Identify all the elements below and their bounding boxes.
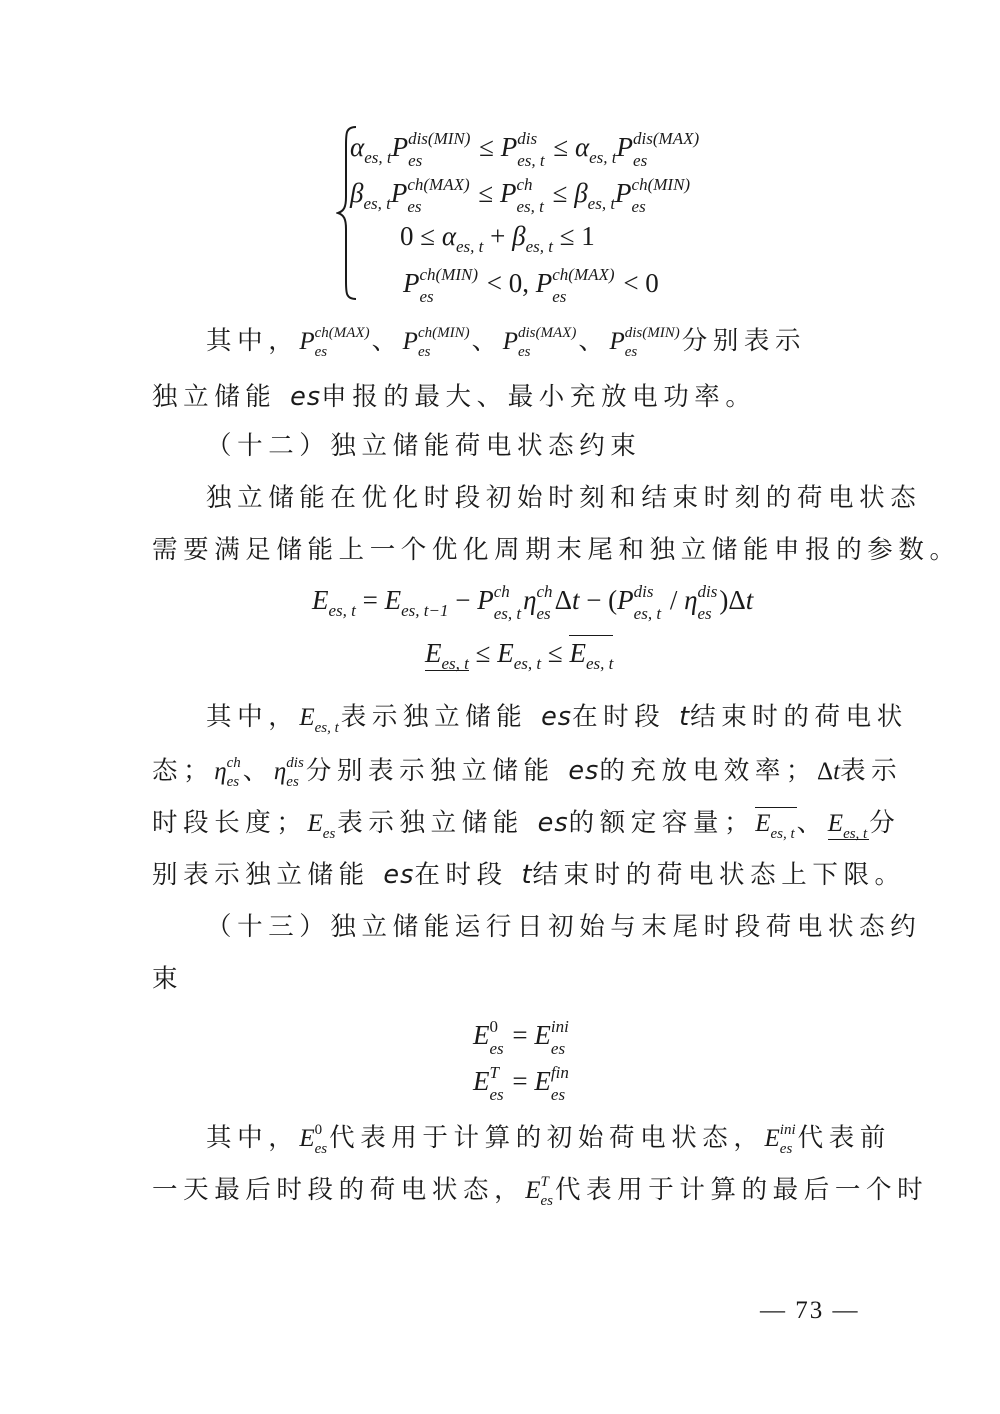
section-heading-12: （十二）独立储能荷电状态约束 [206, 431, 642, 461]
text-span: 在时段 [572, 702, 666, 732]
separator: 、 [796, 808, 828, 838]
text-span: 在时段 [414, 860, 508, 890]
text-span: 独立储能 [152, 382, 277, 412]
text-span: 其中， [206, 1123, 300, 1153]
section-heading-13-line-1: （十三）独立储能运行日初始与末尾时段荷电状态约 [206, 912, 922, 942]
separator: 、 [371, 326, 403, 356]
separator: 、 [242, 756, 274, 786]
formula-charge-sign: P ch(MIN) es < 0, P ch(MAX) es < 0 [403, 265, 659, 306]
text-span: 态； [152, 756, 215, 786]
page-dash-right: — [832, 1297, 860, 1324]
text-span: 代表前 [797, 1123, 891, 1153]
var-t: t [521, 860, 533, 890]
formula-initial-soc: E 0 es = E ini es [473, 1017, 569, 1058]
formula-charge-bounds: $\beta_{es, t}P$ ch(MAX) es ≤ P ch es, t ≤ $\beta_{es, t}P$ ch(MIN) es [350, 175, 691, 216]
formula-discharge-bounds: $\alpha_{es, t}P$ dis(MIN) es ≤ P dis es, t ≤ $\alpha_{es, t}P$ dis(MAX) es [350, 129, 700, 170]
separator: 、 [578, 326, 610, 356]
text-span: 表示独立储能 [337, 808, 524, 838]
paragraph-3-line-2: 态；η ch es 、η dis es 分别表示独立储能 es的充放电效率；Δt表示 [152, 754, 903, 791]
page-number [760, 1297, 860, 1325]
var-t: t [679, 702, 691, 732]
text-span: 的充放电效率； [599, 756, 818, 786]
var-es: es [541, 702, 573, 732]
paragraph-1-line-2 [152, 382, 842, 413]
var-es: es [290, 382, 322, 412]
text-span: 其中， [206, 702, 300, 732]
formula-state-sum: $0 \le \alpha_{es, t} + \beta_{es, t} \le 1$ [400, 221, 595, 256]
paragraph-3-line-4 [152, 860, 906, 891]
paragraph-3-line-3: 时段长度；E es 表示独立储能 es的额定容量；E es, t 、E es, t 分 [152, 808, 901, 843]
text-span: 结束时的荷电状 [690, 702, 908, 732]
text-span: 一天最后时段的荷电状态， [152, 1175, 526, 1205]
text-span: 表示独立储能 [340, 702, 528, 732]
paragraph-4-line-1: 其中，E 0 es 代表用于计算的初始荷电状态，E ini es 代表前 [206, 1121, 891, 1158]
formula-soc-update: $E_{es, t} = E_{es, t-1} - P$ ch es, t η ch es Δt − (P dis es, t / η dis es )Δt [312, 582, 754, 623]
text-span: 时段长度； [152, 808, 308, 838]
text-span: 别表示独立储能 [152, 860, 370, 890]
text-span: 申报的最大、最小充放电功率。 [321, 382, 757, 412]
para1-lead: 其中， [206, 326, 300, 356]
paragraph-2-line-2: 需要满足储能上一个优化周期末尾和独立储能申报的参数。 [152, 535, 961, 565]
text-span: 表示 [840, 756, 903, 786]
var-es: es [383, 860, 415, 890]
text-span: 结束时的荷电状态上下限。 [532, 860, 906, 890]
var-es: es [537, 808, 569, 838]
paragraph-2-line-1: 独立储能在优化时段初始时刻和结束时刻的荷电状态 [206, 483, 922, 513]
formula-final-soc: E T es = E fin es [473, 1063, 569, 1104]
var-es: es [568, 756, 600, 786]
text-span: 代表用于计算的最后一个时 [554, 1175, 929, 1205]
formula-soc-bounds: $E_{es, t} \le E_{es, t} \le E_{es, t}$ [425, 640, 613, 667]
text-span: 分 [869, 808, 901, 838]
text-span: 代表用于计算的初始荷电状态， [329, 1123, 765, 1153]
paragraph-1-line-1: 其中，P ch(MAX) es 、P ch(MIN) es 、P dis(MAX) es 、P dis(MIN) es 分别表示 [206, 324, 807, 361]
text-span: 分别表示独立储能 [305, 756, 555, 786]
page-dash-left: — [760, 1297, 787, 1324]
separator: 、 [471, 326, 503, 356]
section-heading-13-line-2: 束 [152, 964, 184, 994]
page-number-value: 73 [795, 1297, 825, 1324]
paragraph-3-line-1: 其中，E es, t 表示独立储能 es在时段 t结束时的荷电状 [206, 702, 908, 737]
text-span: 的额定容量； [568, 808, 756, 838]
paragraph-4-line-2: 一天最后时段的荷电状态，E T es 代表用于计算的最后一个时 [152, 1173, 929, 1210]
para1-tail: 分别表示 [681, 326, 807, 356]
